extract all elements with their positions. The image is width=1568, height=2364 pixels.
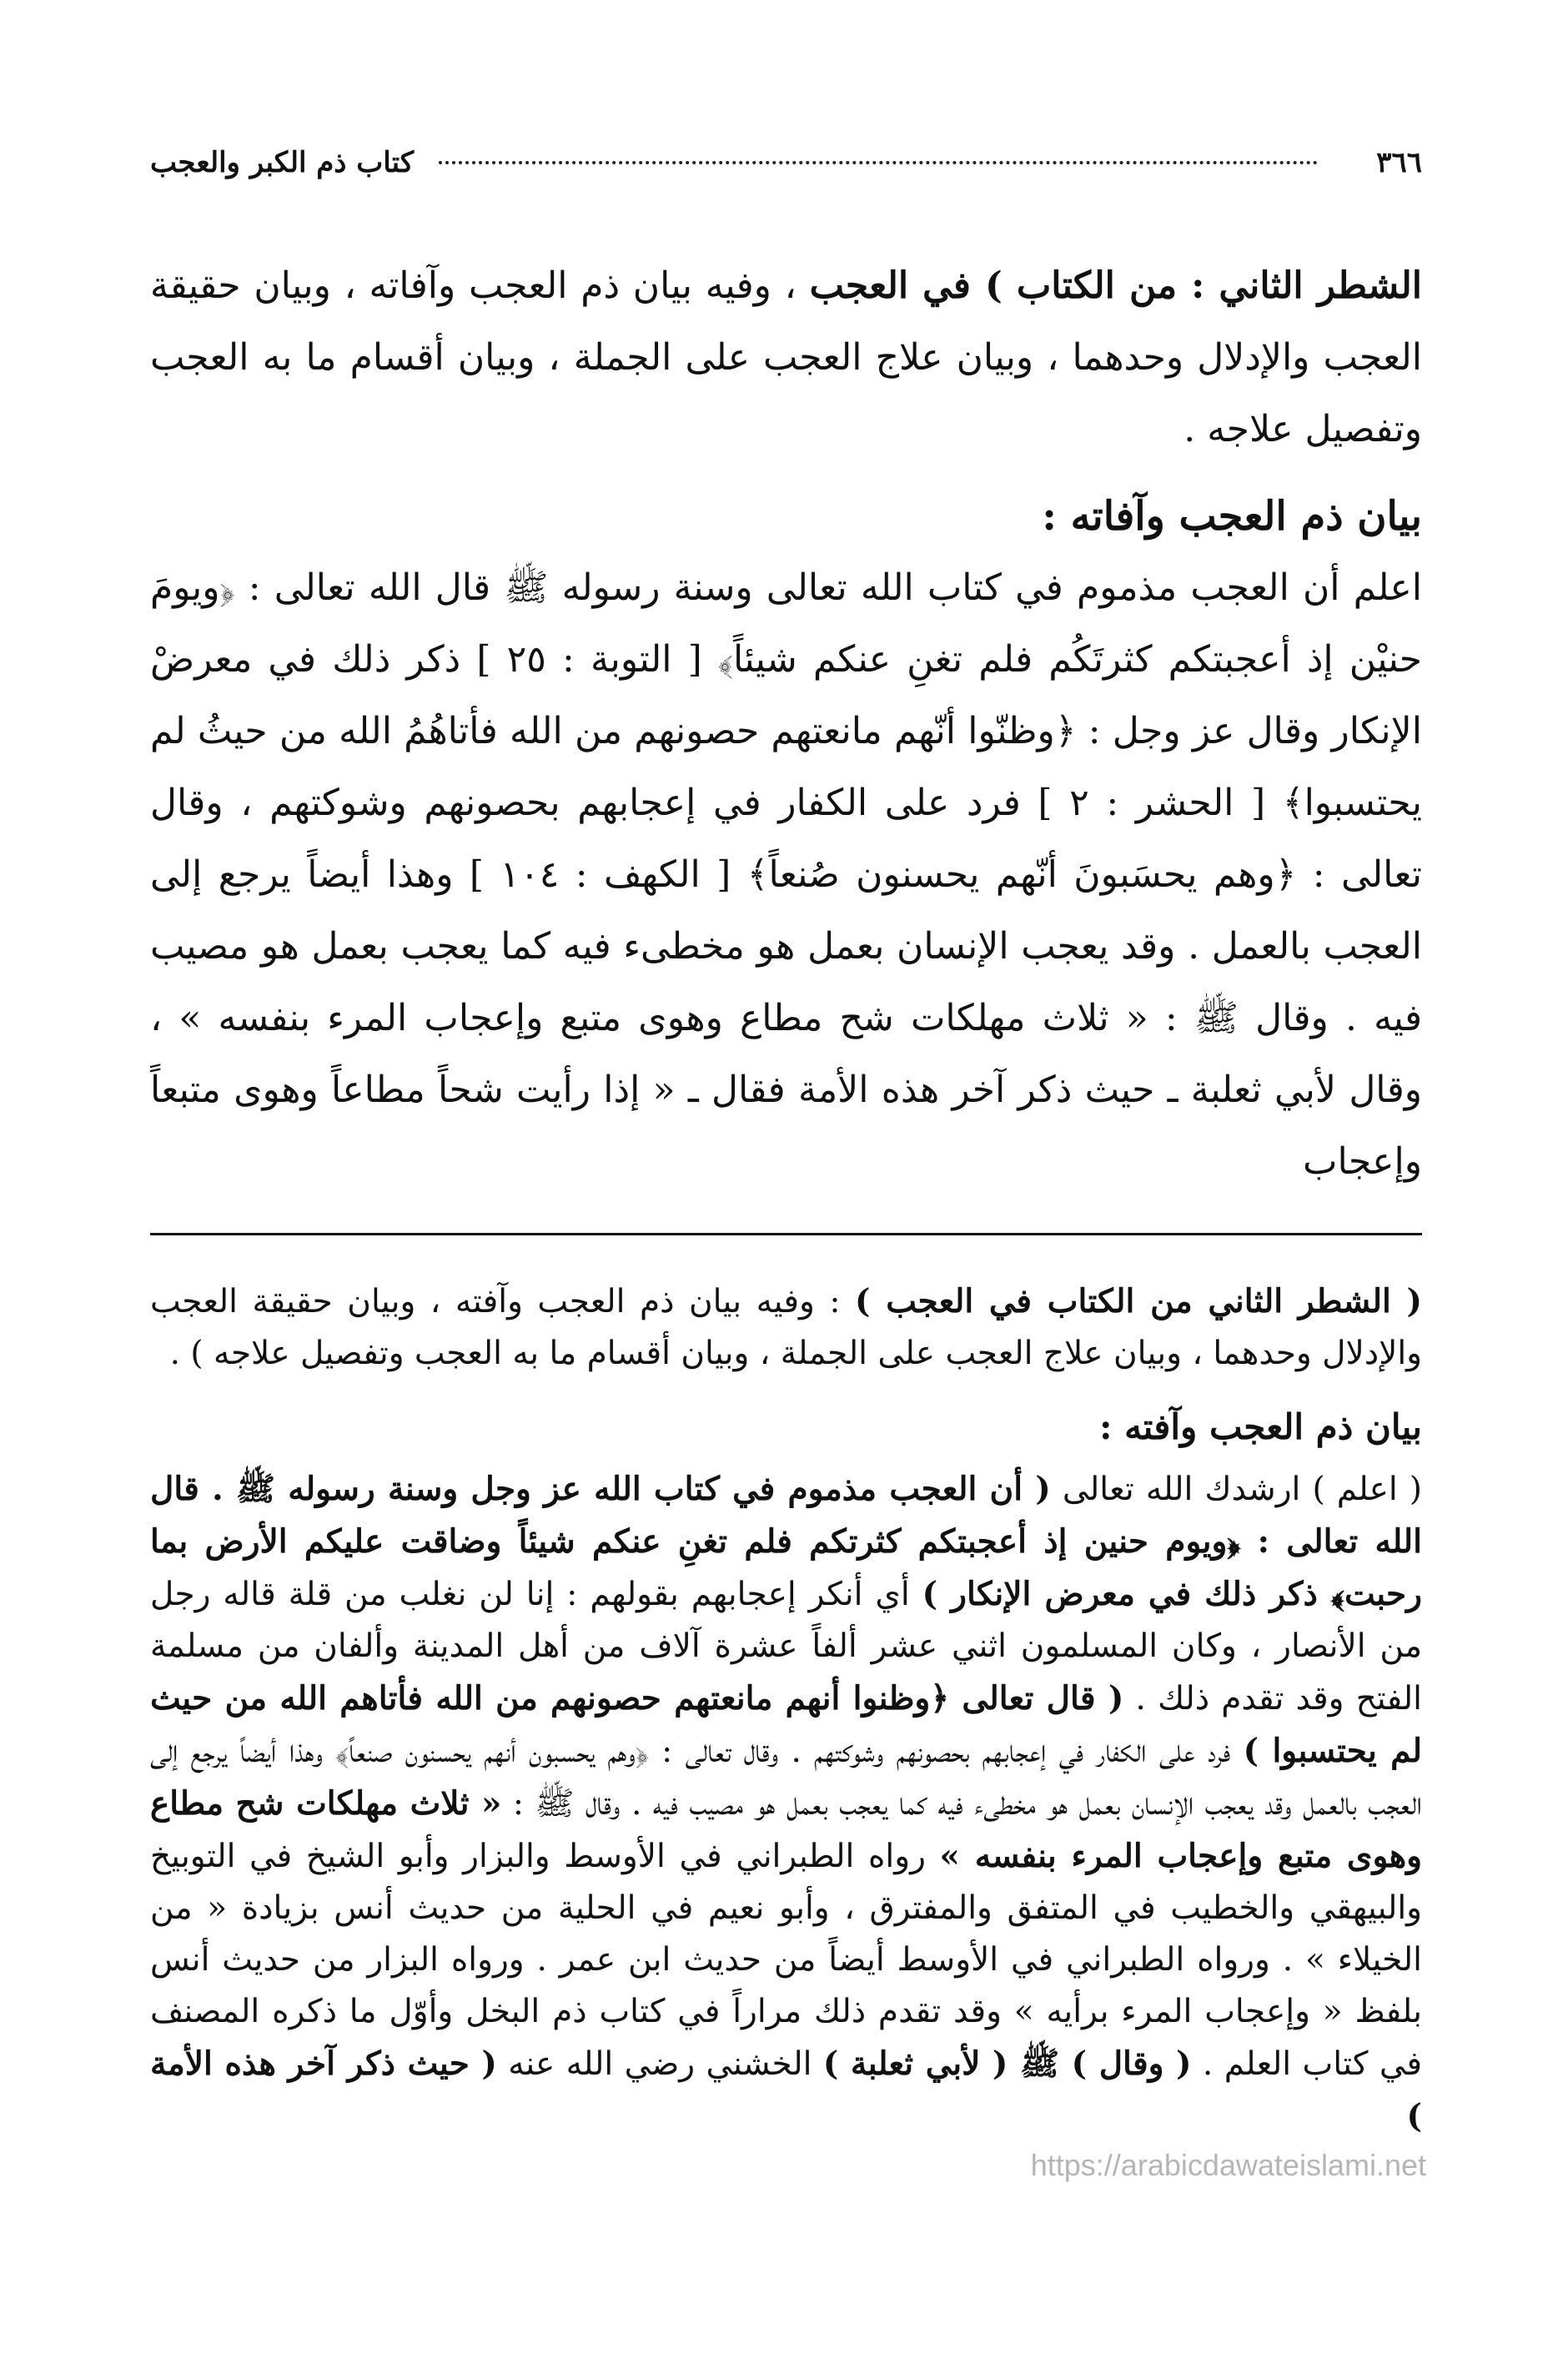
- commentary-text-5: الخشني رضي الله عنه: [508, 2045, 812, 2083]
- main-paragraph: اعلم أن العجب مذموم في كتاب الله تعالى وسنة رسوله ﷺ قال الله تعالى : ﴿ويومَ حنيْن إذ أعجبتكم كثرتَكُم فلم تغنِ عنكم شيئاً﴾ [ التوبة : ٢٥ ] ذكر ذلك في معرضْ الإنكار وقال عز وجل : ﴿وظنّوا أنّهم مانعتهم حصونهم من الله فأتاهُمُ الله من حيثُ لم يحتسبوا﴾ [ الحشر : ٢ ] فرد على الكفار في إعجابهم بحصونهم وشوكتهم ، وقال تعالى : ﴿وهم يحسَبونَ أنّهم يحسنون صُنعاً﴾ [ الكهف : ١٠٤ ] وهذا أيضاً يرجع إلى العجب بالعمل . وقد يعجب الإنسان بعمل هو مخطىء فيه كما يعجب بعمل هو مصيب فيه . وقال ﷺ : « ثلاث مهلكات شح مطاع وهوى متبع وإعجاب المرء بنفسه » ، وقال لأبي ثعلبة ـ حيث ذكر آخر هذه الأمة فقال ـ « إذا رأيت شحاً مطاعاً وهوى متبعاً وإعجاب: [150, 566, 1423, 1183]
- commentary-intro: [150, 1275, 1422, 1380]
- watermark-url: https://arabicdawateislami.net: [1030, 2148, 1426, 2182]
- main-intro-text: ، وفيه بيان ذم العجب وآفاته ، وبيان حقيقة العجب والإدلال وحدهما ، وبيان علاج العجب على الجملة ، وبيان أقسام ما به العجب وتفصيل علاجه .: [150, 264, 1422, 450]
- header-dotted-leader: [439, 161, 1318, 164]
- main-text-block: [150, 250, 1422, 1198]
- commentary-text-1: ( اعلم ) ارشدك الله تعالى: [1062, 1471, 1422, 1508]
- book-title: كتاب ذم الكبر والعجب: [150, 146, 415, 179]
- book-page: [150, 125, 1422, 2327]
- commentary-bold-1: ( أن العجب مذموم في كتاب الله عز وجل وسنة رسوله ﷺ . قال الله تعالى : ﴿ويوم حنين إذ أعجبتكم كثرتكم فلم تغنِ عنكم شيئاً وضاقت عليكم الأرض بما رحبت﴾ ذكر ذلك في معرض الإنكار ): [150, 1470, 1422, 1613]
- commentary-paragraph: [150, 1463, 1422, 2143]
- running-header: [150, 125, 1422, 200]
- commentary-bold-4: ( وقال ) ﷺ ( لأبي ثعلبة ): [822, 2045, 1192, 2083]
- commentary-intro-bold: ( الشطر الثاني من الكتاب في العجب ): [855, 1282, 1422, 1320]
- commentary-text-3: فرد على الكفار في إعجابهم بحصونهم وشوكتهم . وقال تعالى : ﴿وهم يحسبون أنهم يحسنون صنعاً﴾ وهذا أيضاً يرجع إلى العجب بالعمل وقد يعجب الإنسان بعمل هو مخطىء فيه كما يعجب بعمل هو مصيب فيه . وقال ﷺ :: [150, 1733, 1423, 1823]
- main-intro: [150, 250, 1422, 465]
- footnote-separator: [150, 1233, 1422, 1235]
- commentary-bold-3: « ثلاث مهلكات شح مطاع وهوى متبع وإعجاب المرء بنفسه »: [150, 1784, 1422, 1875]
- page-number: ٣٦٦: [1376, 146, 1422, 179]
- commentary-text-4: رواه الطبراني في الأوسط والبزار وأبو الشيخ في التوبيخ والبيهقي والخطيب في المتفق والمفترق ، وأبو نعيم في الحلية من حديث أنس بزيادة « من الخيلاء » . ورواه الطبراني في الأوسط أيضاً من حديث ابن عمر . ورواه البزار من حديث أنس بلفظ « وإعجاب المرء برأيه » وقد تقدم ذلك مراراً في كتاب ذم البخل وأوّل ما ذكره المصنف في كتاب العلم .: [150, 1838, 1423, 2083]
- commentary-section-heading: بيان ذم العجب وآفته :: [1098, 1406, 1422, 1447]
- commentary-block: [150, 1275, 1422, 2143]
- commentary-intro-text: : وفيه بيان ذم العجب وآفته ، وبيان حقيقة العجب والإدلال وحدهما ، وبيان علاج العجب على الجملة ، وبيان أقسام ما به العجب وتفصيل علاجه ) .: [150, 1283, 1422, 1372]
- commentary-bold-5: ( حيث ذكر آخر هذه الأمة ): [150, 2045, 1422, 2135]
- main-section-heading: بيان ذم العجب وآفاته :: [1042, 493, 1422, 540]
- main-intro-bold: الشطر الثاني : من الكتاب ) في العجب: [809, 264, 1422, 307]
- commentary-bold-2: ( قال تعالى ﴿وظنوا أنهم مانعتهم حصونهم من الله فأتاهم الله من حيث لم يحتسبوا ): [150, 1679, 1422, 1770]
- commentary-text-2: أي أنكر إعجابهم بقولهم : إنا لن نغلب من قلة قاله رجل من الأنصار ، وكان المسلمون اثني عشر ألفاً عشرة آلاف من أهل المدينة وألفان من مسلمة الفتح وقد تقدم ذلك .: [150, 1576, 1422, 1718]
